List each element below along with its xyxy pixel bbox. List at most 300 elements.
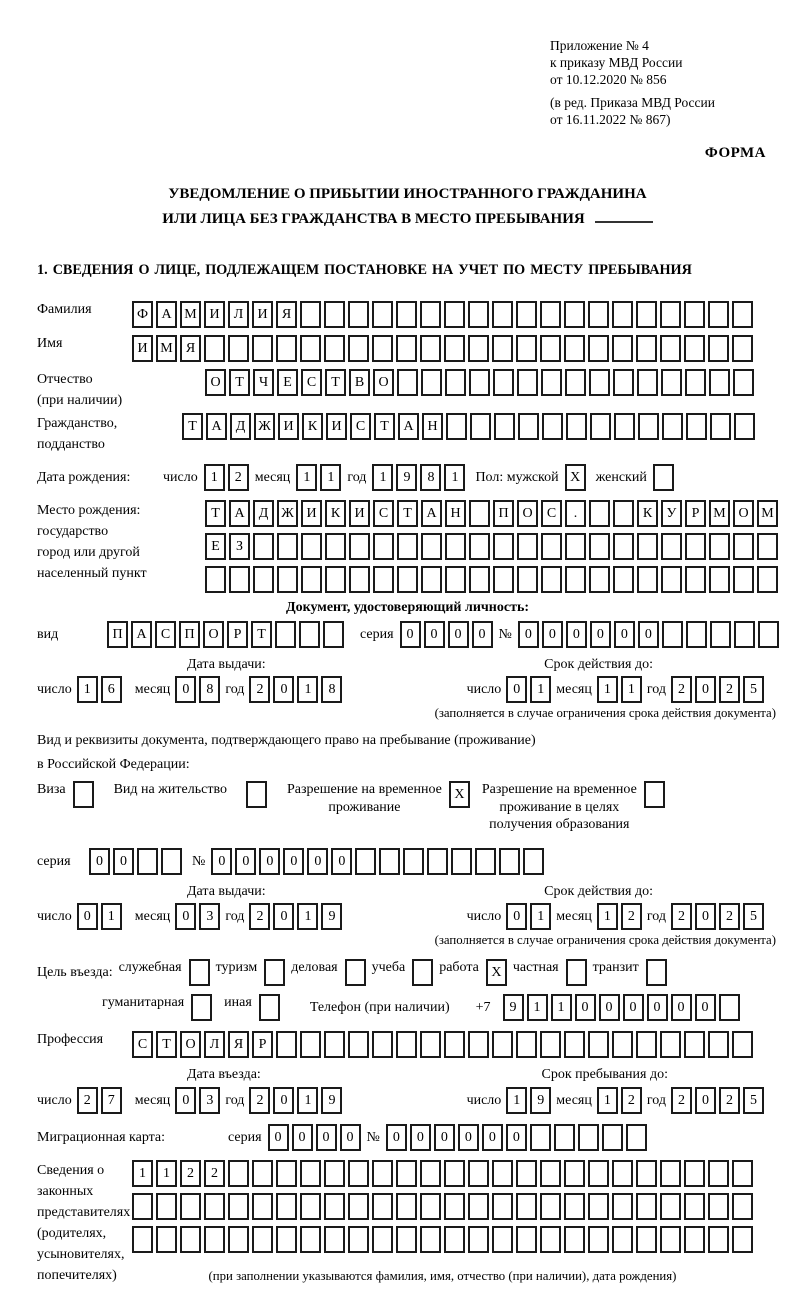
- char-cell[interactable]: Т: [325, 369, 346, 396]
- char-cell[interactable]: Е: [277, 369, 298, 396]
- char-cell[interactable]: Д: [253, 500, 274, 527]
- purpose-tourism-checkbox[interactable]: [264, 959, 285, 986]
- char-cell[interactable]: [732, 1031, 753, 1058]
- char-cell[interactable]: [626, 1124, 647, 1151]
- char-cell[interactable]: [734, 621, 755, 648]
- char-cell[interactable]: [661, 369, 682, 396]
- char-cell[interactable]: [420, 335, 441, 362]
- char-cell[interactable]: [276, 1193, 297, 1220]
- char-cell[interactable]: 2: [719, 903, 740, 930]
- char-cell[interactable]: [589, 566, 610, 593]
- char-cell[interactable]: [299, 621, 320, 648]
- char-cell[interactable]: 9: [396, 464, 417, 491]
- char-cell[interactable]: [444, 1160, 465, 1187]
- char-cell[interactable]: [444, 1193, 465, 1220]
- char-cell[interactable]: 0: [283, 848, 304, 875]
- char-cell[interactable]: Я: [228, 1031, 249, 1058]
- char-cell[interactable]: [468, 301, 489, 328]
- char-cell[interactable]: [758, 621, 779, 648]
- char-cell[interactable]: [564, 335, 585, 362]
- char-cell[interactable]: [420, 301, 441, 328]
- char-cell[interactable]: 9: [321, 903, 342, 930]
- char-cell[interactable]: Л: [228, 301, 249, 328]
- char-cell[interactable]: 2: [249, 903, 270, 930]
- char-cell[interactable]: [325, 566, 346, 593]
- char-cell[interactable]: [379, 848, 400, 875]
- char-cell[interactable]: [660, 1031, 681, 1058]
- char-cell[interactable]: Р: [227, 621, 248, 648]
- char-cell[interactable]: [565, 533, 586, 560]
- char-cell[interactable]: [685, 533, 706, 560]
- char-cell[interactable]: 3: [199, 1087, 220, 1114]
- char-cell[interactable]: 0: [386, 1124, 407, 1151]
- char-cell[interactable]: Д: [230, 413, 251, 440]
- char-cell[interactable]: [565, 369, 586, 396]
- char-cell[interactable]: [612, 1226, 633, 1253]
- char-cell[interactable]: 0: [542, 621, 563, 648]
- char-cell[interactable]: 0: [273, 903, 294, 930]
- char-cell[interactable]: [468, 1226, 489, 1253]
- char-cell[interactable]: [276, 1031, 297, 1058]
- char-cell[interactable]: 0: [292, 1124, 313, 1151]
- char-cell[interactable]: 0: [458, 1124, 479, 1151]
- char-cell[interactable]: [661, 566, 682, 593]
- char-cell[interactable]: А: [421, 500, 442, 527]
- char-cell[interactable]: С: [541, 500, 562, 527]
- char-cell[interactable]: [445, 369, 466, 396]
- char-cell[interactable]: [301, 533, 322, 560]
- char-cell[interactable]: [228, 1160, 249, 1187]
- char-cell[interactable]: [732, 335, 753, 362]
- char-cell[interactable]: М: [709, 500, 730, 527]
- char-cell[interactable]: [612, 1160, 633, 1187]
- char-cell[interactable]: К: [302, 413, 323, 440]
- char-cell[interactable]: [638, 413, 659, 440]
- char-cell[interactable]: [324, 1160, 345, 1187]
- char-cell[interactable]: [588, 1160, 609, 1187]
- char-cell[interactable]: [348, 335, 369, 362]
- char-cell[interactable]: 1: [621, 676, 642, 703]
- char-cell[interactable]: 0: [77, 903, 98, 930]
- char-cell[interactable]: [492, 335, 513, 362]
- char-cell[interactable]: М: [156, 335, 177, 362]
- char-cell[interactable]: 9: [530, 1087, 551, 1114]
- char-cell[interactable]: [660, 301, 681, 328]
- purpose-humanitarian-checkbox[interactable]: [191, 994, 212, 1021]
- char-cell[interactable]: Л: [204, 1031, 225, 1058]
- char-cell[interactable]: [564, 1226, 585, 1253]
- char-cell[interactable]: 1: [597, 676, 618, 703]
- char-cell[interactable]: [397, 369, 418, 396]
- char-cell[interactable]: [613, 566, 634, 593]
- char-cell[interactable]: [516, 1160, 537, 1187]
- char-cell[interactable]: 8: [199, 676, 220, 703]
- char-cell[interactable]: [348, 1226, 369, 1253]
- char-cell[interactable]: Ж: [277, 500, 298, 527]
- char-cell[interactable]: [469, 500, 490, 527]
- char-cell[interactable]: 9: [321, 1087, 342, 1114]
- char-cell[interactable]: [612, 335, 633, 362]
- char-cell[interactable]: [349, 566, 370, 593]
- char-cell[interactable]: Я: [276, 301, 297, 328]
- char-cell[interactable]: Т: [205, 500, 226, 527]
- char-cell[interactable]: [662, 413, 683, 440]
- char-cell[interactable]: [734, 413, 755, 440]
- char-cell[interactable]: [492, 1031, 513, 1058]
- char-cell[interactable]: 0: [175, 676, 196, 703]
- char-cell[interactable]: [517, 369, 538, 396]
- char-cell[interactable]: П: [179, 621, 200, 648]
- char-cell[interactable]: [156, 1193, 177, 1220]
- char-cell[interactable]: [421, 533, 442, 560]
- char-cell[interactable]: [373, 566, 394, 593]
- char-cell[interactable]: 0: [331, 848, 352, 875]
- char-cell[interactable]: [588, 301, 609, 328]
- char-cell[interactable]: Т: [229, 369, 250, 396]
- char-cell[interactable]: 0: [424, 621, 445, 648]
- char-cell[interactable]: 0: [671, 994, 692, 1021]
- char-cell[interactable]: О: [733, 500, 754, 527]
- purpose-transit-checkbox[interactable]: [646, 959, 667, 986]
- char-cell[interactable]: 1: [204, 464, 225, 491]
- purpose-official-checkbox[interactable]: [189, 959, 210, 986]
- char-cell[interactable]: [324, 335, 345, 362]
- char-cell[interactable]: [276, 335, 297, 362]
- temp-permit-edu-checkbox[interactable]: [644, 781, 665, 808]
- char-cell[interactable]: [564, 1193, 585, 1220]
- char-cell[interactable]: [493, 369, 514, 396]
- char-cell[interactable]: А: [398, 413, 419, 440]
- visa-checkbox[interactable]: [73, 781, 94, 808]
- char-cell[interactable]: 0: [113, 848, 134, 875]
- char-cell[interactable]: [229, 566, 250, 593]
- char-cell[interactable]: 1: [296, 464, 317, 491]
- char-cell[interactable]: [396, 1031, 417, 1058]
- char-cell[interactable]: [156, 1226, 177, 1253]
- char-cell[interactable]: [588, 1193, 609, 1220]
- char-cell[interactable]: 0: [482, 1124, 503, 1151]
- char-cell[interactable]: [708, 1193, 729, 1220]
- residence-permit-checkbox[interactable]: [246, 781, 267, 808]
- char-cell[interactable]: 2: [204, 1160, 225, 1187]
- char-cell[interactable]: 0: [472, 621, 493, 648]
- char-cell[interactable]: [252, 1193, 273, 1220]
- char-cell[interactable]: [372, 1193, 393, 1220]
- purpose-other-checkbox[interactable]: [259, 994, 280, 1021]
- char-cell[interactable]: [660, 1160, 681, 1187]
- char-cell[interactable]: [684, 1031, 705, 1058]
- purpose-private-checkbox[interactable]: [566, 959, 587, 986]
- char-cell[interactable]: [660, 1193, 681, 1220]
- char-cell[interactable]: 0: [566, 621, 587, 648]
- char-cell[interactable]: [518, 413, 539, 440]
- char-cell[interactable]: [468, 1031, 489, 1058]
- char-cell[interactable]: 1: [530, 676, 551, 703]
- char-cell[interactable]: З: [229, 533, 250, 560]
- char-cell[interactable]: Т: [182, 413, 203, 440]
- char-cell[interactable]: [636, 1160, 657, 1187]
- char-cell[interactable]: 0: [518, 621, 539, 648]
- char-cell[interactable]: [300, 301, 321, 328]
- char-cell[interactable]: [708, 1031, 729, 1058]
- char-cell[interactable]: [420, 1193, 441, 1220]
- char-cell[interactable]: [204, 335, 225, 362]
- char-cell[interactable]: [588, 335, 609, 362]
- char-cell[interactable]: [530, 1124, 551, 1151]
- char-cell[interactable]: 0: [273, 1087, 294, 1114]
- char-cell[interactable]: 0: [506, 903, 527, 930]
- char-cell[interactable]: [348, 1031, 369, 1058]
- char-cell[interactable]: С: [350, 413, 371, 440]
- char-cell[interactable]: [132, 1226, 153, 1253]
- char-cell[interactable]: Н: [445, 500, 466, 527]
- char-cell[interactable]: [708, 1160, 729, 1187]
- char-cell[interactable]: 0: [448, 621, 469, 648]
- char-cell[interactable]: О: [205, 369, 226, 396]
- char-cell[interactable]: [421, 369, 442, 396]
- char-cell[interactable]: [300, 1226, 321, 1253]
- char-cell[interactable]: Н: [422, 413, 443, 440]
- char-cell[interactable]: [349, 533, 370, 560]
- char-cell[interactable]: Т: [397, 500, 418, 527]
- char-cell[interactable]: [637, 566, 658, 593]
- char-cell[interactable]: [523, 848, 544, 875]
- char-cell[interactable]: [636, 335, 657, 362]
- char-cell[interactable]: [613, 533, 634, 560]
- char-cell[interactable]: И: [204, 301, 225, 328]
- char-cell[interactable]: Т: [156, 1031, 177, 1058]
- char-cell[interactable]: 1: [597, 903, 618, 930]
- char-cell[interactable]: [228, 335, 249, 362]
- char-cell[interactable]: 0: [695, 1087, 716, 1114]
- char-cell[interactable]: 8: [420, 464, 441, 491]
- char-cell[interactable]: А: [156, 301, 177, 328]
- char-cell[interactable]: [180, 1193, 201, 1220]
- char-cell[interactable]: [660, 1226, 681, 1253]
- char-cell[interactable]: М: [757, 500, 778, 527]
- char-cell[interactable]: [517, 566, 538, 593]
- char-cell[interactable]: В: [349, 369, 370, 396]
- char-cell[interactable]: 2: [621, 1087, 642, 1114]
- char-cell[interactable]: [589, 369, 610, 396]
- char-cell[interactable]: У: [661, 500, 682, 527]
- char-cell[interactable]: 2: [621, 903, 642, 930]
- char-cell[interactable]: [132, 1193, 153, 1220]
- char-cell[interactable]: Т: [251, 621, 272, 648]
- char-cell[interactable]: 0: [575, 994, 596, 1021]
- char-cell[interactable]: [732, 301, 753, 328]
- char-cell[interactable]: [300, 1193, 321, 1220]
- char-cell[interactable]: И: [278, 413, 299, 440]
- char-cell[interactable]: [492, 1160, 513, 1187]
- char-cell[interactable]: 0: [211, 848, 232, 875]
- char-cell[interactable]: 1: [530, 903, 551, 930]
- char-cell[interactable]: Ф: [132, 301, 153, 328]
- char-cell[interactable]: 1: [597, 1087, 618, 1114]
- char-cell[interactable]: [540, 335, 561, 362]
- char-cell[interactable]: [276, 1160, 297, 1187]
- char-cell[interactable]: [300, 335, 321, 362]
- char-cell[interactable]: [451, 848, 472, 875]
- char-cell[interactable]: [733, 566, 754, 593]
- char-cell[interactable]: 2: [719, 1087, 740, 1114]
- char-cell[interactable]: [636, 301, 657, 328]
- char-cell[interactable]: 2: [180, 1160, 201, 1187]
- char-cell[interactable]: И: [132, 335, 153, 362]
- char-cell[interactable]: 5: [743, 903, 764, 930]
- char-cell[interactable]: Я: [180, 335, 201, 362]
- char-cell[interactable]: [468, 1160, 489, 1187]
- char-cell[interactable]: И: [301, 500, 322, 527]
- char-cell[interactable]: [444, 1226, 465, 1253]
- char-cell[interactable]: [542, 413, 563, 440]
- char-cell[interactable]: [252, 1226, 273, 1253]
- char-cell[interactable]: 1: [372, 464, 393, 491]
- char-cell[interactable]: [685, 566, 706, 593]
- temp-permit-checkbox[interactable]: X: [449, 781, 470, 808]
- char-cell[interactable]: 2: [228, 464, 249, 491]
- char-cell[interactable]: [614, 413, 635, 440]
- char-cell[interactable]: [180, 1226, 201, 1253]
- char-cell[interactable]: [636, 1031, 657, 1058]
- char-cell[interactable]: [300, 1160, 321, 1187]
- char-cell[interactable]: [372, 1031, 393, 1058]
- char-cell[interactable]: 6: [101, 676, 122, 703]
- char-cell[interactable]: [372, 1160, 393, 1187]
- char-cell[interactable]: [373, 533, 394, 560]
- purpose-work-checkbox[interactable]: X: [486, 959, 507, 986]
- char-cell[interactable]: 2: [77, 1087, 98, 1114]
- char-cell[interactable]: [565, 566, 586, 593]
- char-cell[interactable]: Е: [205, 533, 226, 560]
- char-cell[interactable]: [493, 533, 514, 560]
- char-cell[interactable]: [355, 848, 376, 875]
- char-cell[interactable]: [637, 533, 658, 560]
- char-cell[interactable]: [636, 1193, 657, 1220]
- char-cell[interactable]: [475, 848, 496, 875]
- char-cell[interactable]: 2: [719, 676, 740, 703]
- char-cell[interactable]: [602, 1124, 623, 1151]
- purpose-business-checkbox[interactable]: [345, 959, 366, 986]
- char-cell[interactable]: 1: [297, 676, 318, 703]
- char-cell[interactable]: 0: [599, 994, 620, 1021]
- char-cell[interactable]: [275, 621, 296, 648]
- char-cell[interactable]: [325, 533, 346, 560]
- char-cell[interactable]: [684, 1226, 705, 1253]
- char-cell[interactable]: [757, 566, 778, 593]
- char-cell[interactable]: 0: [695, 903, 716, 930]
- char-cell[interactable]: Р: [252, 1031, 273, 1058]
- char-cell[interactable]: [554, 1124, 575, 1151]
- char-cell[interactable]: [499, 848, 520, 875]
- char-cell[interactable]: [517, 533, 538, 560]
- char-cell[interactable]: К: [325, 500, 346, 527]
- char-cell[interactable]: И: [349, 500, 370, 527]
- char-cell[interactable]: [541, 533, 562, 560]
- char-cell[interactable]: [396, 335, 417, 362]
- char-cell[interactable]: [324, 301, 345, 328]
- char-cell[interactable]: 0: [273, 676, 294, 703]
- char-cell[interactable]: 1: [132, 1160, 153, 1187]
- char-cell[interactable]: [372, 335, 393, 362]
- char-cell[interactable]: [732, 1226, 753, 1253]
- char-cell[interactable]: 0: [506, 676, 527, 703]
- char-cell[interactable]: [684, 335, 705, 362]
- char-cell[interactable]: А: [206, 413, 227, 440]
- char-cell[interactable]: С: [132, 1031, 153, 1058]
- char-cell[interactable]: [468, 335, 489, 362]
- char-cell[interactable]: Т: [374, 413, 395, 440]
- char-cell[interactable]: [252, 335, 273, 362]
- char-cell[interactable]: [427, 848, 448, 875]
- char-cell[interactable]: [420, 1031, 441, 1058]
- char-cell[interactable]: [493, 566, 514, 593]
- char-cell[interactable]: 8: [321, 676, 342, 703]
- char-cell[interactable]: [492, 1226, 513, 1253]
- char-cell[interactable]: 0: [235, 848, 256, 875]
- char-cell[interactable]: 2: [671, 903, 692, 930]
- char-cell[interactable]: [684, 301, 705, 328]
- char-cell[interactable]: [684, 1160, 705, 1187]
- char-cell[interactable]: 1: [297, 1087, 318, 1114]
- char-cell[interactable]: [636, 1226, 657, 1253]
- char-cell[interactable]: 1: [551, 994, 572, 1021]
- char-cell[interactable]: [540, 301, 561, 328]
- char-cell[interactable]: [662, 621, 683, 648]
- char-cell[interactable]: [733, 533, 754, 560]
- char-cell[interactable]: [709, 566, 730, 593]
- char-cell[interactable]: [541, 369, 562, 396]
- char-cell[interactable]: Ч: [253, 369, 274, 396]
- char-cell[interactable]: [541, 566, 562, 593]
- char-cell[interactable]: [468, 1193, 489, 1220]
- char-cell[interactable]: [469, 566, 490, 593]
- char-cell[interactable]: [540, 1160, 561, 1187]
- char-cell[interactable]: [494, 413, 515, 440]
- char-cell[interactable]: 0: [259, 848, 280, 875]
- char-cell[interactable]: [733, 369, 754, 396]
- char-cell[interactable]: [137, 848, 158, 875]
- char-cell[interactable]: [397, 533, 418, 560]
- char-cell[interactable]: [403, 848, 424, 875]
- char-cell[interactable]: [612, 1193, 633, 1220]
- char-cell[interactable]: [204, 1193, 225, 1220]
- char-cell[interactable]: 3: [199, 903, 220, 930]
- char-cell[interactable]: Ж: [254, 413, 275, 440]
- char-cell[interactable]: А: [131, 621, 152, 648]
- char-cell[interactable]: 0: [316, 1124, 337, 1151]
- char-cell[interactable]: 0: [89, 848, 110, 875]
- char-cell[interactable]: [709, 533, 730, 560]
- char-cell[interactable]: 0: [340, 1124, 361, 1151]
- char-cell[interactable]: [708, 301, 729, 328]
- char-cell[interactable]: [564, 1031, 585, 1058]
- char-cell[interactable]: М: [180, 301, 201, 328]
- char-cell[interactable]: [276, 1226, 297, 1253]
- char-cell[interactable]: [613, 500, 634, 527]
- char-cell[interactable]: 2: [249, 1087, 270, 1114]
- char-cell[interactable]: .: [565, 500, 586, 527]
- char-cell[interactable]: [444, 335, 465, 362]
- char-cell[interactable]: [469, 533, 490, 560]
- char-cell[interactable]: 1: [297, 903, 318, 930]
- char-cell[interactable]: [445, 533, 466, 560]
- char-cell[interactable]: 0: [623, 994, 644, 1021]
- char-cell[interactable]: [516, 1193, 537, 1220]
- char-cell[interactable]: [589, 533, 610, 560]
- char-cell[interactable]: [708, 335, 729, 362]
- char-cell[interactable]: Р: [685, 500, 706, 527]
